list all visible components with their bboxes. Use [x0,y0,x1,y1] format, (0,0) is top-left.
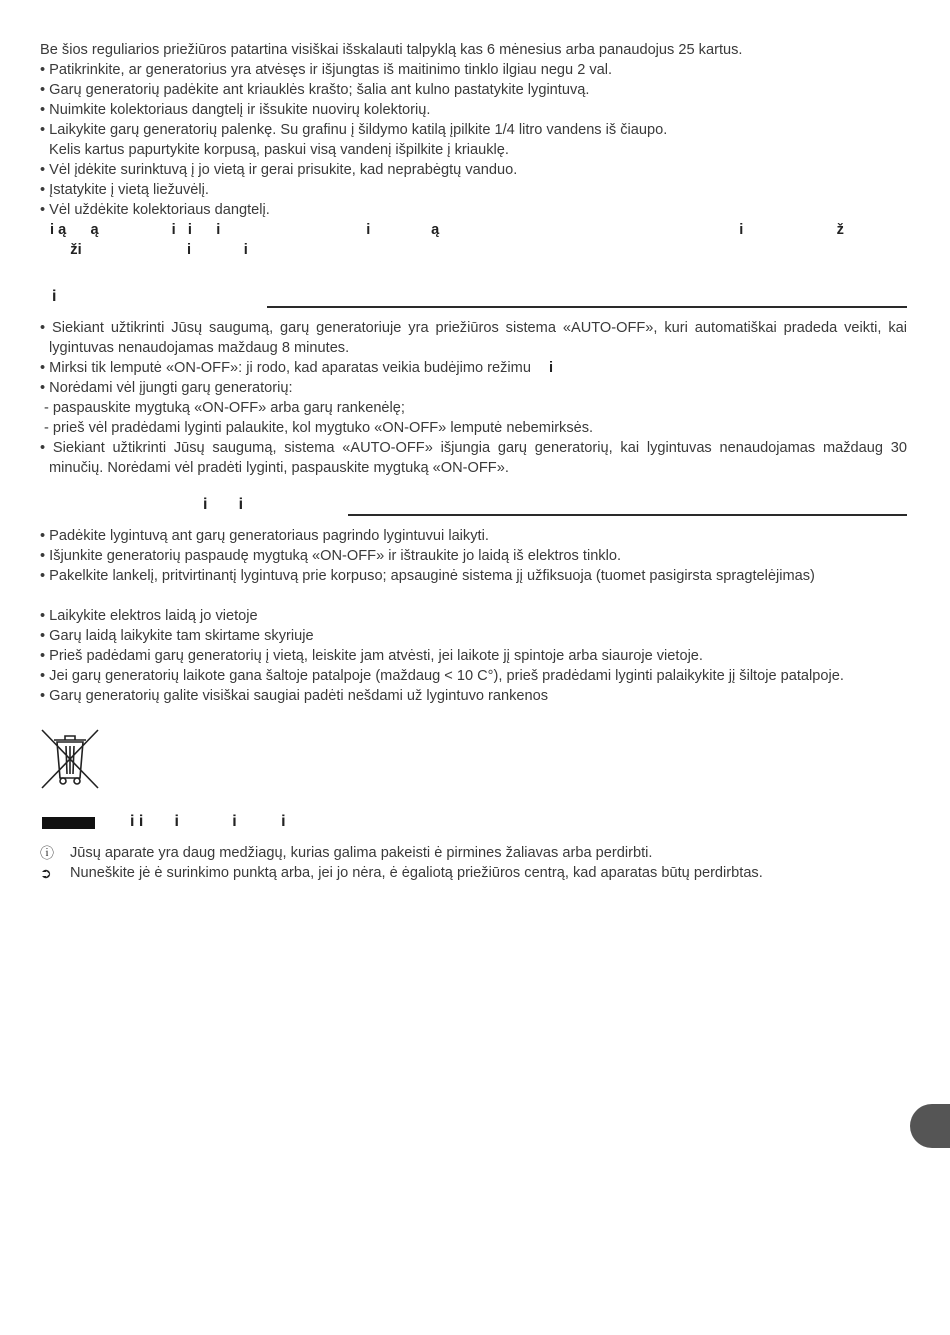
crossed-bin-icon [40,728,100,790]
list-item: • Nuimkite kolektoriaus dangtelį ir išsukite nuovirų kolektorių. [40,100,907,120]
env-heading-bar [42,817,95,829]
descaling-steps [40,60,907,220]
dash-item: - prieš vėl pradėdami lyginti palaukite, kol mygtuko «ON-OFF» lemputė nebemirksės. [44,420,594,436]
list-item: • Prieš padėdami garų generatorių į vietą, leiskite jam atvėsti, jei laikote jį spintoje arba siauroje vietoje. [40,646,907,666]
section-heading-text: i i [203,496,244,513]
list-item: • Garų generatorių padėkite ant kriauklės krašto; šalia ant kulno pastatykite lygintuvą. [40,80,907,100]
list-item: • Jei garų generatorių laikote gana šaltoje patalpoje (maždaug < 10 C°), prieš pradėdami lyginti palaikykite jį šiltoje patalpoje. [40,666,907,686]
heading-rule [267,306,907,308]
list-item-continuation: Kelis kartus papurtykite korpusą, paskui visą vandenį išpilkite į kriauklę. [49,142,509,158]
info-circle-icon: ⓘ [40,845,54,861]
section-heading-storage [40,492,907,516]
list-item: • Garų laidą laikykite tam skirtame skyriuje [40,626,907,646]
language-tab-marker [910,1104,950,1148]
list-item: • Išjunkite generatorių paspaudę mygtuką «ON-OFF» ir ištraukite jo laidą iš elektros tinklo. [40,546,907,566]
env-item-text: Nuneškite jė ė surinkimo punktą arba, jei jo nėra, ė ėgaliotą priežiūros centrą, kad aparatas būtų perdirbtas. [70,865,763,881]
auto-off-list [40,318,907,478]
env-list [40,843,900,883]
list-item: • Laikykite elektros laidą jo vietoje [40,606,907,626]
list-item [40,358,907,378]
list-item: • Siekiant užtikrinti Jūsų saugumą, sistema «AUTO-OFF» išjungia garų generatorių, kai lygintuvas nenaudojamas maždaug 30 minučių. Norėdami vėl pradėti lyginti, paspauskite mygtuką «ON-OFF». [40,438,907,478]
warning-line-1: i ą ą i i i i ą i ž [50,222,844,238]
dash-item: - paspauskite mygtuką «ON-OFF» arba garų rankenėlę; [44,400,405,416]
env-heading: i i i i i [130,813,286,830]
env-item [40,843,900,863]
manual-page [40,40,907,790]
warning-line-2: ži i i [50,242,248,258]
list-item: • Garų generatorių galite visiškai saugiai padėti nešdami už lygintuvo rankenos [40,686,907,706]
storage-list [40,526,907,586]
env-item [40,863,900,883]
list-item: • Pakelkite lankelį, pritvirtinantį lygintuvą prie korpuso; apsauginė sistema jį užfiksuoja (tuomet pasigirsta spragtelėjimas) [40,566,907,586]
intro-text: Be šios reguliarios priežiūros patartina visiškai išskalauti talpyklą kas 6 mėnesius arba panaudojus 25 kartus. [40,42,743,58]
env-item-text: Jūsų aparate yra daug medžiagų, kurias galima pakeisti ė pirmines žaliavas arba perdirbti. [70,845,653,861]
heading-rule [348,514,907,516]
section-heading-text: i [52,288,57,305]
spacer [40,586,907,606]
list-item: • Vėl uždėkite kolektoriaus dangtelį. [40,200,907,220]
list-item: • Įstatykite į vietą liežuvėlį. [40,180,907,200]
list-item-text: Mirksi tik lemputė «ON-OFF»: ji rodo, kad aparatas veikia budėjimo režimu [49,360,531,376]
list-item: • Vėl įdėkite surinktuvą į jo vietą ir gerai prisukite, kad neprabėgtų vanduo. [40,160,907,180]
bold-fragment: i [548,360,553,376]
list-item: • Siekiant užtikrinti Jūsų saugumą, garų generatoriuje yra priežiūros sistema «AUTO-OFF», kuri automatiškai pradeda veikti, kai lygintuvas nenaudojamas maždaug 8 minutes. [40,318,907,358]
section-heading-auto-off [40,284,907,308]
list-item: • Norėdami vėl įjungti garų generatorių: [40,378,907,398]
arrow-hook-icon: ➲ [40,865,52,881]
storage-tips-list [40,606,907,706]
list-item: • Padėkite lygintuvą ant garų generatoriaus pagrindo lygintuvui laikyti. [40,526,907,546]
list-item: • Laikykite garų generatorių palenkę. Su grafinu į šildymo katilą įpilkite 1/4 litro vandens iš čiaupo. [40,120,907,140]
list-item: • Patikrinkite, ar generatorius yra atvėsęs ir išjungtas iš maitinimo tinklo ilgiau negu 2 val. [40,60,907,80]
